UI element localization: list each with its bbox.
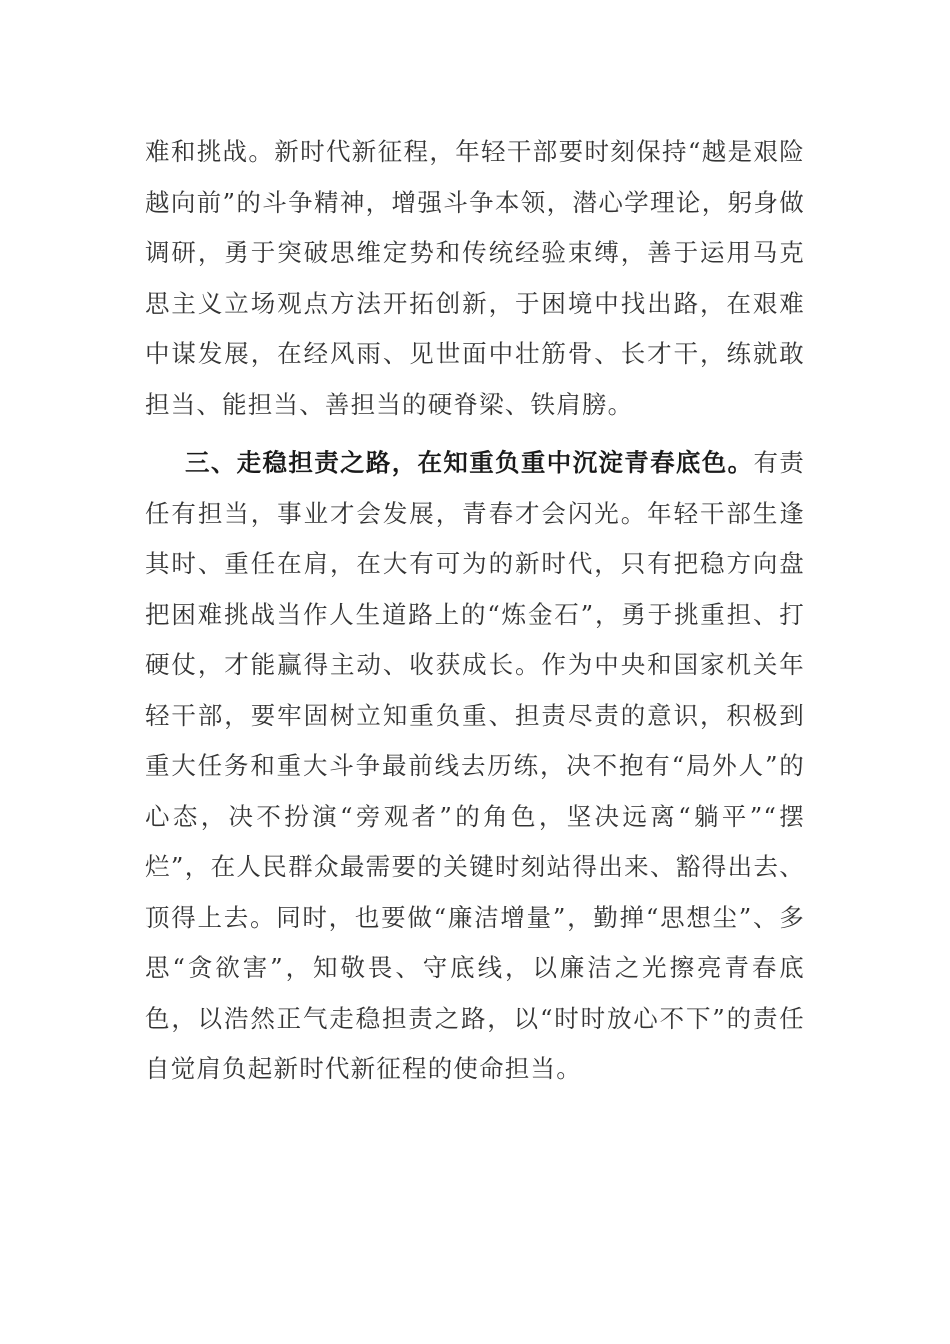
paragraph-continuation: [145, 127, 805, 430]
paragraph-2-text: 有责任有担当，事业才会发展，青春才会闪光。年轻干部生逢其时、重任在肩，在大有可为的新时代，只有把稳方向盘把困难挑战当作人生道路上的“炼金石”，勇于挑重担、打硬仗，才能赢得主动、收获成长。作为中央和国家机关年轻干部，要牢固树立知重负重、担责尽责的意识，积极到重大任务和重大斗争最前线去历练，决不抱有“局外人”的心态，决不扮演“旁观者”的角色，坚决远离“躺平”“摆烂”，在人民群众最需要的关键时刻站得出来、豁得出去、顶得上去。同时，也要做“廉洁增量”，勤掸“思想尘”、多思“贪欲害”，知敬畏、守底线，以廉洁之光擦亮青春底色，以浩然正气走稳担责之路，以“时时放心不下”的责任自觉肩负起新时代新征程的使命担当。: [145, 448, 805, 1083]
paragraph-section-three: [145, 438, 805, 1095]
paragraph-1-text: 难和挑战。新时代新征程，年轻干部要时刻保持“越是艰险越向前”的斗争精神，增强斗争本领，潜心学理论，躬身做调研，勇于突破思维定势和传统经验束缚，善于运用马克思主义立场观点方法开拓创新，于困境中找出路，在艰难中谋发展，在经风雨、见世面中壮筋骨、长才干，练就敢担当、能担当、善担当的硬脊梁、铁肩膀。: [145, 137, 805, 419]
section-three-heading: 三、走稳担责之路，在知重负重中沉淀青春底色。: [185, 448, 754, 477]
